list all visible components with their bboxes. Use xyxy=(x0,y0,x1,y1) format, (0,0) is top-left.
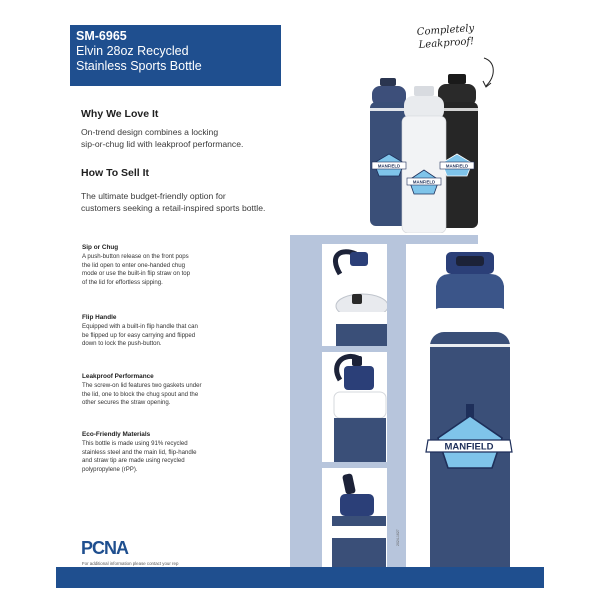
how-heading: How To Sell It xyxy=(81,167,150,179)
feature-sip-text xyxy=(82,253,262,287)
svg-text:MANFIELD: MANFIELD xyxy=(412,179,436,185)
feature-line: polypropylene (rPP). xyxy=(82,465,138,473)
white-bottle xyxy=(402,86,446,233)
how-line-2: customers seeking a retail-inspired sports bottle. xyxy=(81,203,266,213)
feature-eco-text xyxy=(82,440,262,474)
svg-text:MANFIELD: MANFIELD xyxy=(444,441,494,453)
product-title-line-2: Stainless Sports Bottle xyxy=(76,59,202,73)
svg-text:MANFIELD: MANFIELD xyxy=(377,163,401,169)
feature-line: The screw-on lid features two gaskets under xyxy=(82,382,202,389)
footer-bar xyxy=(56,567,544,588)
detail-photo-handle xyxy=(322,244,387,346)
feature-line: This bottle is made using 91% recycled xyxy=(82,440,188,447)
feature-line: be flipped up for easy carrying and flipped xyxy=(82,331,196,339)
feature-line: Equipped with a built-in flip handle that can xyxy=(82,323,198,330)
feature-handle-heading: Flip Handle xyxy=(82,314,117,321)
bottle-lid-handle-image xyxy=(322,244,387,346)
feature-sip-heading: Sip or Chug xyxy=(82,244,119,251)
pcna-logo: PCNA xyxy=(81,538,129,558)
tagline-line-2: Leakproof! xyxy=(418,36,475,51)
feature-line: down to lock the push-button. xyxy=(82,340,162,348)
why-heading: Why We Love It xyxy=(81,108,159,120)
product-sku: SM-6965 xyxy=(76,29,127,43)
feature-line: of the lid for effortless sipping. xyxy=(82,278,163,286)
feature-line: other secures the straw opening. xyxy=(82,399,171,407)
feature-eco-heading: Eco-Friendly Materials xyxy=(82,431,151,438)
detail-photo-straw xyxy=(322,468,387,578)
tagline-line-1: Completely xyxy=(416,23,475,39)
detail-photo-handle-down xyxy=(322,352,387,462)
product-header xyxy=(70,25,281,86)
feature-line: mode or use the built-in flip straw on top xyxy=(82,270,191,278)
feature-leakproof-heading: Leakproof Performance xyxy=(82,373,154,380)
leakproof-tagline xyxy=(395,21,497,54)
spec-sheet xyxy=(56,16,544,588)
product-title-line-1: Elvin 28oz Recycled xyxy=(76,44,189,58)
why-line-1: On-trend design combines a locking xyxy=(81,127,219,137)
bottle-lid-closed-image xyxy=(322,352,387,462)
why-text xyxy=(81,126,321,150)
feature-leakproof-text xyxy=(82,382,262,408)
feature-handle-text xyxy=(82,323,262,349)
svg-text:MANFIELD: MANFIELD xyxy=(445,163,469,169)
footer-contact-note: For additional information please contact your rep xyxy=(82,561,179,566)
hero-bottles-image xyxy=(366,68,486,233)
large-bottle-image xyxy=(406,244,532,584)
document-code: 2024-1627 xyxy=(396,529,400,546)
feature-line: stainless steel and the main lid, flip-handle xyxy=(82,448,197,456)
how-line-1: The ultimate budget-friendly option for xyxy=(81,191,226,201)
feature-line: A push-button release on the front pops xyxy=(82,253,189,260)
how-text xyxy=(81,190,321,214)
bottle-straw-image xyxy=(322,468,387,578)
main-bottle-photo xyxy=(406,244,532,584)
feature-line: the lid open to enter one-handed chug xyxy=(82,261,185,269)
feature-line: the lid, one to block the chug spout and the xyxy=(82,390,199,398)
feature-line: and straw tip are made using recycled xyxy=(82,457,185,465)
why-line-2: sip-or-chug lid with leakproof performance. xyxy=(81,139,244,149)
